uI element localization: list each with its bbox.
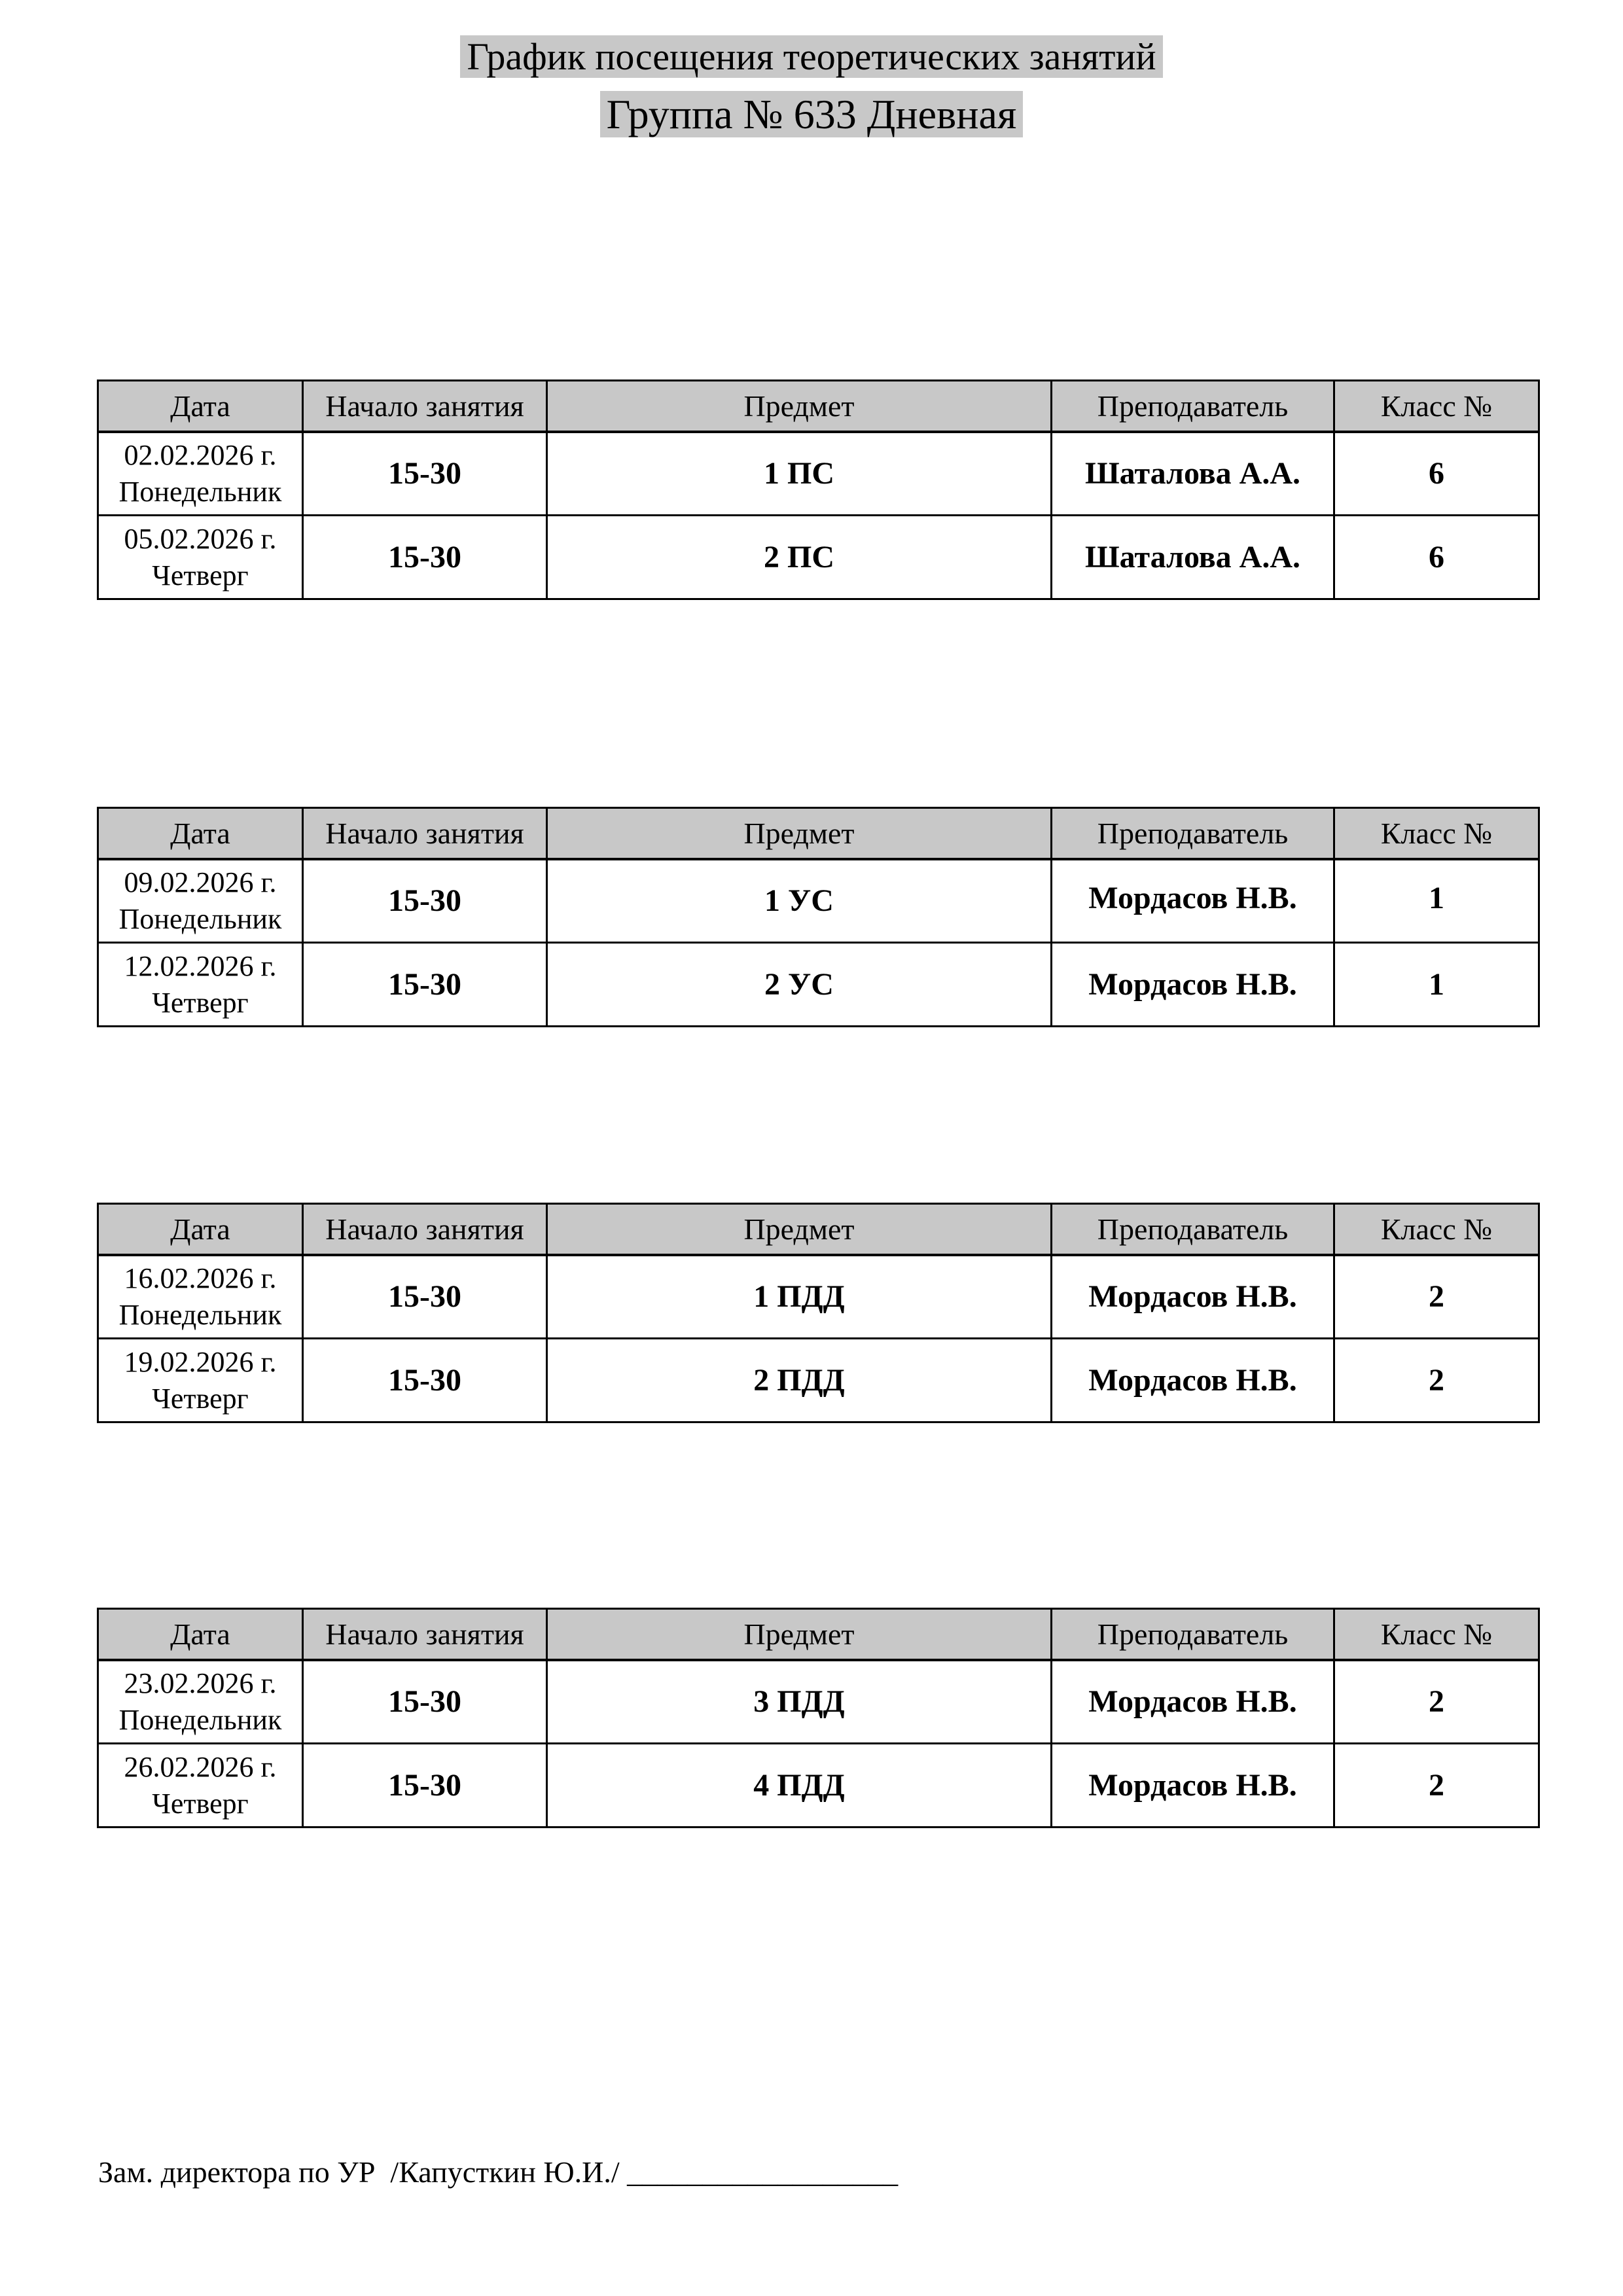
lesson-date-cell bbox=[98, 432, 303, 516]
table-row bbox=[98, 1660, 1539, 1744]
lesson-start: 15-30 bbox=[303, 1255, 547, 1339]
tables-area bbox=[97, 380, 1538, 1828]
lesson-subject: 1 ПС bbox=[547, 432, 1052, 516]
lesson-start: 15-30 bbox=[303, 516, 547, 599]
lesson-date-cell bbox=[98, 1660, 303, 1744]
col-header-class: Класс № bbox=[1334, 381, 1539, 432]
lesson-weekday: Понедельник bbox=[118, 902, 282, 935]
lesson-teacher: Мордасов Н.В. bbox=[1052, 1339, 1334, 1422]
lesson-teacher: Шаталова А.А. bbox=[1052, 432, 1334, 516]
col-header-subject: Предмет bbox=[547, 1204, 1052, 1255]
table-row bbox=[98, 859, 1539, 943]
title-line-1: График посещения теоретических занятий bbox=[460, 35, 1162, 78]
lesson-subject: 4 ПДД bbox=[547, 1744, 1052, 1828]
schedule-table-2 bbox=[97, 807, 1540, 1027]
table-row bbox=[98, 432, 1539, 516]
title-line-2: Группа № 633 Дневная bbox=[600, 91, 1024, 137]
lesson-start: 15-30 bbox=[303, 859, 547, 943]
signature-row bbox=[98, 2154, 898, 2191]
lesson-teacher: Мордасов Н.В. bbox=[1052, 943, 1334, 1027]
lesson-date: 12.02.2026 г. bbox=[124, 949, 277, 982]
schedule-table-1 bbox=[97, 380, 1540, 600]
lesson-class: 6 bbox=[1334, 516, 1539, 599]
lesson-teacher: Шаталова А.А. bbox=[1052, 516, 1334, 599]
lesson-class: 2 bbox=[1334, 1339, 1539, 1422]
lesson-start: 15-30 bbox=[303, 1660, 547, 1744]
lesson-teacher bbox=[1052, 859, 1334, 943]
lesson-class: 2 bbox=[1334, 1255, 1539, 1339]
lesson-weekday: Четверг bbox=[152, 559, 249, 592]
lesson-class: 2 bbox=[1334, 1744, 1539, 1828]
lesson-date: 26.02.2026 г. bbox=[124, 1750, 277, 1783]
lesson-date: 09.02.2026 г. bbox=[124, 866, 277, 898]
lesson-subject: 1 УС bbox=[547, 859, 1052, 943]
lesson-start: 15-30 bbox=[303, 943, 547, 1027]
lesson-weekday: Понедельник bbox=[118, 1298, 282, 1331]
schedule-table-4 bbox=[97, 1608, 1540, 1828]
col-header-start: Начало занятия bbox=[303, 1204, 547, 1255]
col-header-date: Дата bbox=[98, 808, 303, 859]
signature-line: __________________ bbox=[627, 2155, 899, 2189]
col-header-date: Дата bbox=[98, 1204, 303, 1255]
signature-label: Зам. директора по УР /Капусткин Ю.И./ bbox=[98, 2155, 628, 2189]
lesson-teacher-text: Мордасов Н.В. bbox=[1088, 881, 1297, 916]
header-row bbox=[98, 381, 1539, 432]
header-row bbox=[98, 808, 1539, 859]
lesson-date: 16.02.2026 г. bbox=[124, 1262, 277, 1294]
title-line-2-wrap bbox=[0, 90, 1623, 149]
lesson-start: 15-30 bbox=[303, 432, 547, 516]
document-title bbox=[0, 33, 1623, 149]
col-header-subject: Предмет bbox=[547, 381, 1052, 432]
col-header-start: Начало занятия bbox=[303, 1609, 547, 1660]
lesson-date: 23.02.2026 г. bbox=[124, 1667, 277, 1699]
col-header-date: Дата bbox=[98, 381, 303, 432]
lesson-teacher: Мордасов Н.В. bbox=[1052, 1255, 1334, 1339]
col-header-teacher: Преподаватель bbox=[1052, 1204, 1334, 1255]
title-line-1-wrap bbox=[0, 33, 1623, 90]
lesson-date-cell bbox=[98, 943, 303, 1027]
table-row bbox=[98, 1744, 1539, 1828]
lesson-date-cell bbox=[98, 859, 303, 943]
col-header-subject: Предмет bbox=[547, 1609, 1052, 1660]
lesson-start: 15-30 bbox=[303, 1744, 547, 1828]
table-row bbox=[98, 1339, 1539, 1422]
table-row bbox=[98, 943, 1539, 1027]
lesson-date: 02.02.2026 г. bbox=[124, 438, 277, 471]
col-header-teacher: Преподаватель bbox=[1052, 808, 1334, 859]
lesson-subject: 2 ПДД bbox=[547, 1339, 1052, 1422]
lesson-teacher: Мордасов Н.В. bbox=[1052, 1660, 1334, 1744]
lesson-class-text: 1 bbox=[1429, 881, 1444, 916]
lesson-subject: 2 УС bbox=[547, 943, 1052, 1027]
lesson-date: 19.02.2026 г. bbox=[124, 1345, 277, 1378]
lesson-class bbox=[1334, 859, 1539, 943]
lesson-date-cell bbox=[98, 516, 303, 599]
lesson-date-cell bbox=[98, 1744, 303, 1828]
lesson-weekday: Понедельник bbox=[118, 1703, 282, 1736]
lesson-date-cell bbox=[98, 1339, 303, 1422]
lesson-date-cell bbox=[98, 1255, 303, 1339]
col-header-class: Класс № bbox=[1334, 1609, 1539, 1660]
col-header-class: Класс № bbox=[1334, 1204, 1539, 1255]
col-header-teacher: Преподаватель bbox=[1052, 381, 1334, 432]
lesson-date: 05.02.2026 г. bbox=[124, 522, 277, 555]
table-row bbox=[98, 1255, 1539, 1339]
lesson-class: 2 bbox=[1334, 1660, 1539, 1744]
schedule-table-3 bbox=[97, 1203, 1540, 1423]
header-row bbox=[98, 1609, 1539, 1660]
col-header-start: Начало занятия bbox=[303, 381, 547, 432]
lesson-class: 1 bbox=[1334, 943, 1539, 1027]
lesson-weekday: Четверг bbox=[152, 1382, 249, 1415]
lesson-subject: 1 ПДД bbox=[547, 1255, 1052, 1339]
lesson-weekday: Четверг bbox=[152, 1787, 249, 1820]
col-header-teacher: Преподаватель bbox=[1052, 1609, 1334, 1660]
lesson-subject: 2 ПС bbox=[547, 516, 1052, 599]
table-row bbox=[98, 516, 1539, 599]
lesson-subject: 3 ПДД bbox=[547, 1660, 1052, 1744]
lesson-weekday: Понедельник bbox=[118, 475, 282, 508]
lesson-start: 15-30 bbox=[303, 1339, 547, 1422]
lesson-class: 6 bbox=[1334, 432, 1539, 516]
col-header-class: Класс № bbox=[1334, 808, 1539, 859]
col-header-subject: Предмет bbox=[547, 808, 1052, 859]
col-header-date: Дата bbox=[98, 1609, 303, 1660]
header-row bbox=[98, 1204, 1539, 1255]
lesson-teacher: Мордасов Н.В. bbox=[1052, 1744, 1334, 1828]
lesson-weekday: Четверг bbox=[152, 986, 249, 1019]
col-header-start: Начало занятия bbox=[303, 808, 547, 859]
